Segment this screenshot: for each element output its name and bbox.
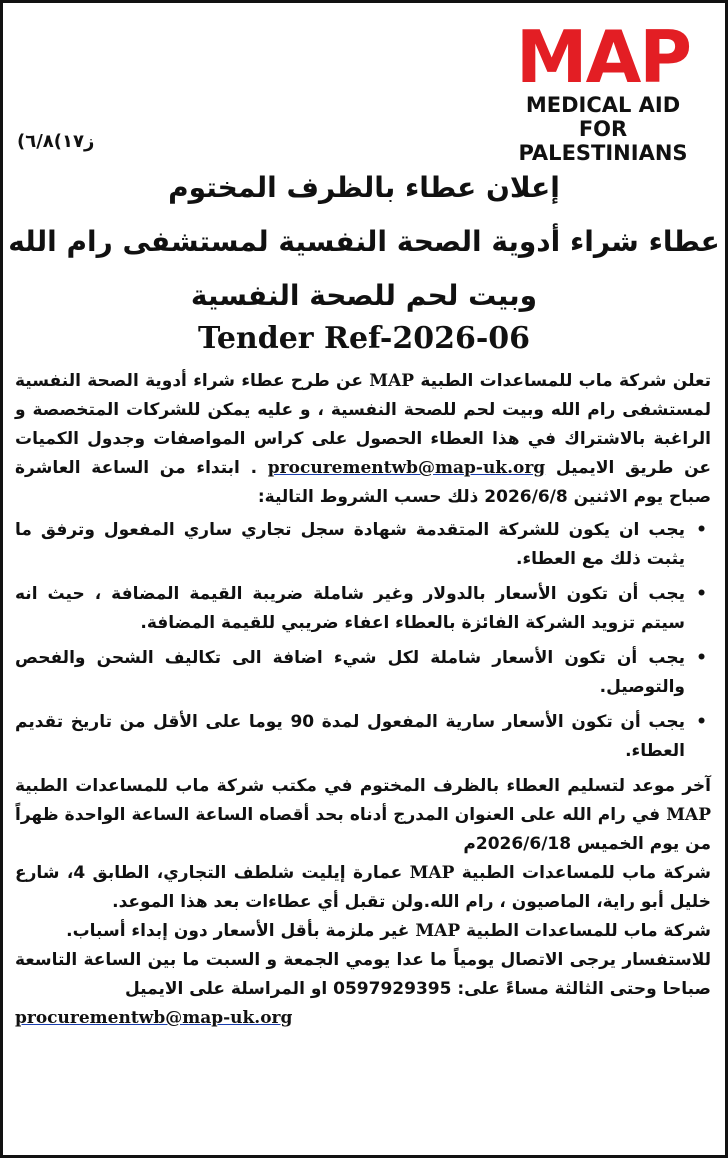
address-paragraph: شركة ماب للمساعدات الطبية MAP عمارة إيليت شلطف التجاري، الطابق 4، شارع خليل أبو راية، الماصيون ، رام الله.ولن تقبل أي عطاءات بعد هذا الموعد. bbox=[15, 863, 711, 912]
conditions-list bbox=[15, 516, 711, 766]
contact-email-link[interactable]: procurementwb@map-uk.org bbox=[15, 1008, 293, 1028]
title-line-1: إعلان عطاء بالظرف المختوم bbox=[168, 171, 560, 204]
logo-line-2: PALESTINIANS bbox=[518, 141, 688, 165]
condition-item: • يجب أن تكون الأسعار بالدولار وغير شاملة ضريبة القيمة المضافة ، حيث انه سيتم تزويد الشركة الفائزة بالعطاء اعفاء ضريبي للقيمة المضافة. bbox=[15, 584, 707, 633]
contact-paragraph: للاستفسار يرجى الاتصال يومياً ما عدا يومي الجمعة و السبت ما بين الساعة التاسعة صباحا وحتى الثالثة مساءً على: 0597929395 او المراسلة على الايميل bbox=[15, 950, 711, 999]
disclaimer-paragraph: شركة ماب للمساعدات الطبية MAP غير ملزمة بأقل الأسعار دون إبداء أسباب. bbox=[66, 921, 711, 941]
reference-code: ز١٧)٦/٨) bbox=[17, 131, 95, 152]
condition-item: • يجب أن تكون الأسعار شاملة لكل شيء اضافة الى تكاليف الشحن والفحص والتوصيل. bbox=[15, 648, 707, 697]
tender-reference: Tender Ref-2026-06 bbox=[197, 321, 531, 356]
logo-line-1: MEDICAL AID FOR bbox=[525, 93, 681, 141]
condition-item: • يجب ان يكون للشركة المتقدمة شهادة سجل تجاري ساري المفعول وترفق ما يثبت ذلك مع العطاء. bbox=[15, 520, 707, 569]
procurement-email-link[interactable]: procurementwb@map-uk.org bbox=[267, 458, 546, 478]
contact-email-line bbox=[15, 1004, 711, 1033]
deadline-paragraph: آخر موعد لتسليم العطاء بالظرف المختوم في مكتب شركة ماب للمساعدات الطبية MAP في رام الله على العنوان المدرج أدناه بحد أقصاه الساعة الساعة الواحدة ظهراً من يوم الخميس 2026/6/18م bbox=[15, 776, 711, 854]
title-line-3: وبيت لحم للصحة النفسية bbox=[190, 279, 538, 312]
condition-item: • يجب أن تكون الأسعار سارية المفعول لمدة 90 يوما على الأقل من تاريخ تقديم العطاء. bbox=[15, 712, 707, 761]
intro-paragraph: تعلن شركة ماب للمساعدات الطبية MAP عن طرح عطاء شراء أدوية الصحة النفسية لمستشفى رام الله وبيت لحم للصحة النفسية ، و عليه يمكن للشركات المتخصصة و الراغبة بالاشتراك في هذا العطاء الحصول على كراس المواصفات وجدول الكميات عن طريق الايميل procurementwb@map-uk.org . ابتداء من الساعة العاشرة صباح يوم الاثنين 2026/6/8 ذلك حسب الشروط التالية: bbox=[15, 371, 711, 507]
title-line-2: عطاء شراء أدوية الصحة النفسية لمستشفى رام الله bbox=[8, 225, 720, 258]
map-logo bbox=[503, 15, 703, 165]
announcement-body bbox=[15, 367, 711, 1033]
logo-map-wordmark: MAP bbox=[515, 15, 691, 99]
